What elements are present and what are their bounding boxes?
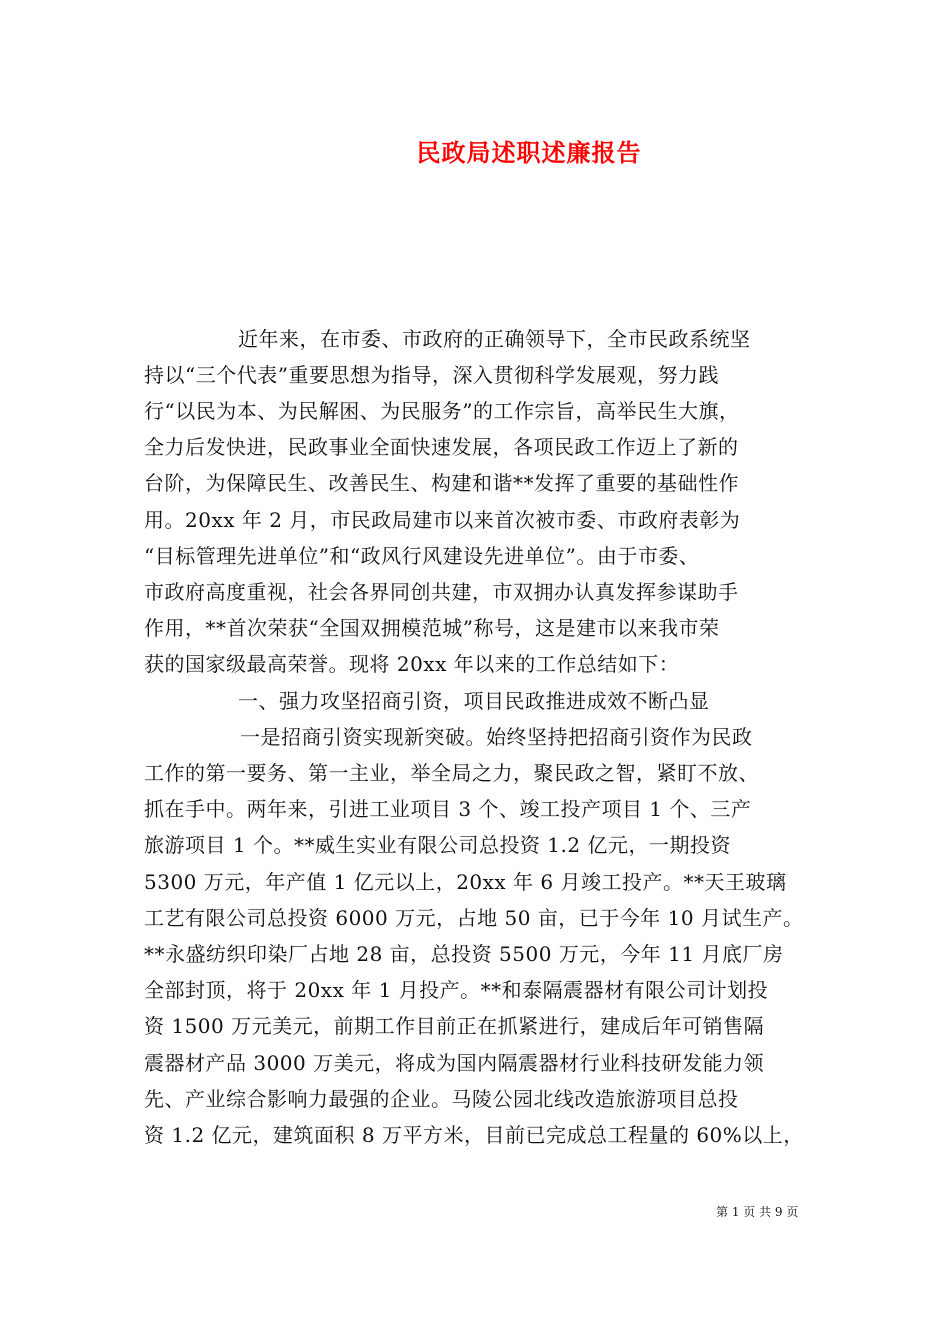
paragraph-line: 5300 万元，年产值 1 亿元以上，20xx 年 6 月竣工投产。**天王玻璃 bbox=[144, 870, 787, 894]
paragraph-line: 资 1500 万元美元，前期工作目前正在抓紧进行，建成后年可销售隔 bbox=[144, 1014, 765, 1038]
paragraph-line: 工艺有限公司总投资 6000 万元，占地 50 亩，已于今年 10 月试生产。 bbox=[144, 906, 804, 930]
paragraph-line: 获的国家级最高荣誉。现将 20xx 年以来的工作总结如下： bbox=[144, 652, 680, 676]
paragraph-line: 抓在手中。两年来，引进工业项目 3 个、竣工投产项目 1 个、三产 bbox=[144, 797, 752, 821]
paragraph-line: 市政府高度重视，社会各界同创共建，市双拥办认真发挥参谋助手 bbox=[144, 580, 739, 604]
paragraph-line: 用。20xx 年 2 月，市民政局建市以来首次被市委、市政府表彰为 bbox=[144, 508, 741, 532]
paragraph-line: 全力后发快进，民政事业全面快速发展，各项民政工作迈上了新的 bbox=[144, 435, 739, 459]
paragraph-line: 一是招商引资实现新突破。始终坚持把招商引资作为民政 bbox=[240, 725, 753, 749]
paragraph-line: 行“以民为本、为民解困、为民服务”的工作宗旨，高举民生大旗， bbox=[144, 399, 740, 423]
paragraph-line: **永盛纺织印染厂占地 28 亩，总投资 5500 万元，今年 11 月底厂房 bbox=[144, 942, 784, 966]
section-heading: 一、强力攻坚招商引资，项目民政推进成效不断凸显 bbox=[238, 689, 710, 713]
paragraph-line: 资 1.2 亿元，建筑面积 8 万平方米，目前已完成总工程量的 60%以上， bbox=[144, 1123, 804, 1147]
page-number: 第 1 页 共 9 页 bbox=[716, 1205, 799, 1219]
paragraph-line: 震器材产品 3000 万美元，将成为国内隔震器材行业科技研发能力领 bbox=[144, 1051, 765, 1075]
paragraph-line: 全部封顶，将于 20xx 年 1 月投产。**和泰隔震器材有限公司计划投 bbox=[144, 978, 769, 1002]
paragraph-line: “目标管理先进单位”和“政风行风建设先进单位”。由于市委、 bbox=[144, 544, 700, 568]
paragraph-line: 作用，**首次荣获“全国双拥模范城”称号，这是建市以来我市荣 bbox=[144, 616, 720, 640]
paragraph-line: 先、产业综合影响力最强的企业。马陵公园北线改造旅游项目总投 bbox=[144, 1087, 739, 1111]
paragraph-line: 工作的第一要务、第一主业，举全局之力，聚民政之智，紧盯不放、 bbox=[144, 761, 759, 785]
paragraph-line: 近年来，在市委、市政府的正确领导下，全市民政系统坚 bbox=[238, 327, 751, 351]
paragraph-line: 持以“三个代表”重要思想为指导，深入贯彻科学发展观，努力践 bbox=[144, 363, 719, 387]
document-title: 民政局述职述廉报告 bbox=[416, 138, 642, 167]
paragraph-line: 台阶，为保障民生、改善民生、构建和谐**发挥了重要的基础性作 bbox=[144, 471, 739, 495]
paragraph-line: 旅游项目 1 个。**威生实业有限公司总投资 1.2 亿元，一期投资 bbox=[144, 833, 731, 857]
